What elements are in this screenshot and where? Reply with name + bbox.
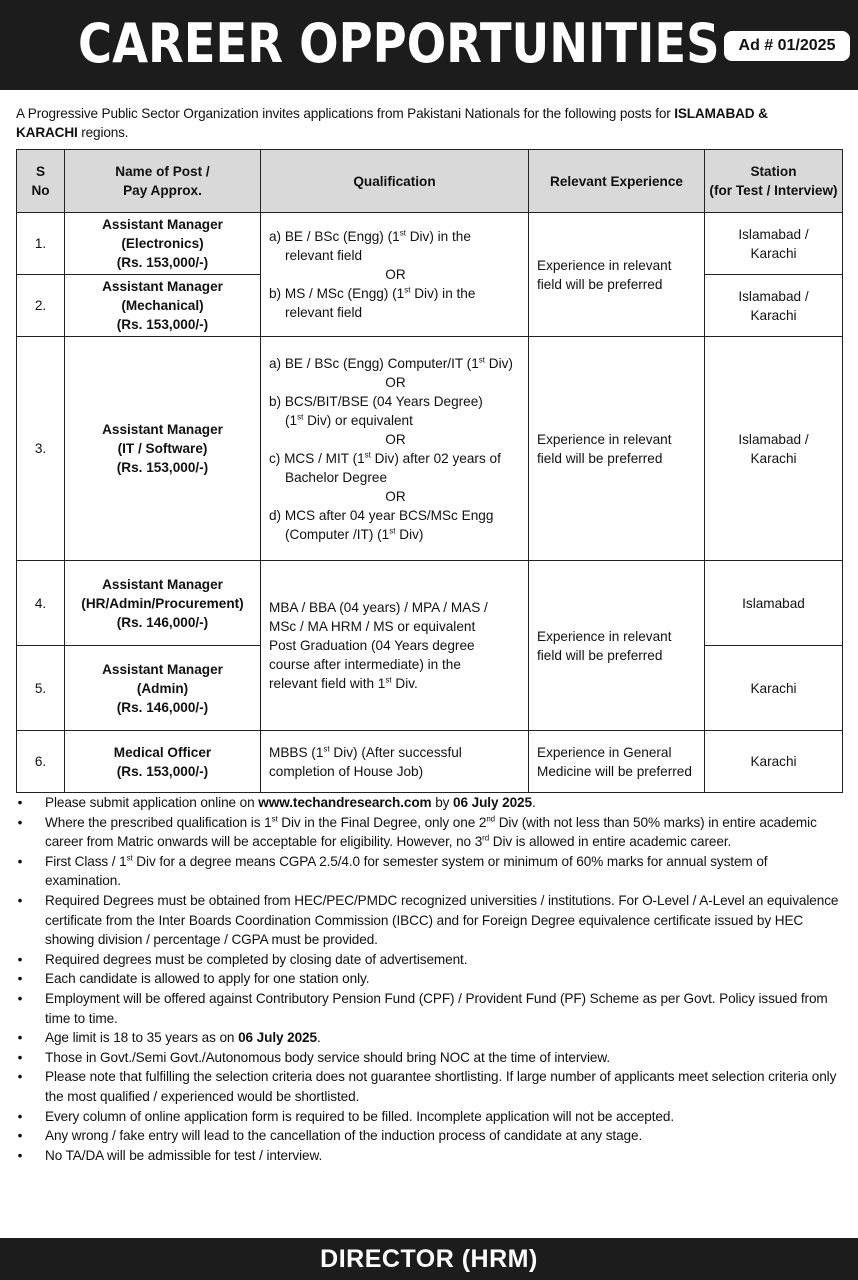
list-item: • Please submit application online on www.techandresearch.com by 06 July 2025.: [17, 795, 536, 810]
list-item: • First Class / 1st Div for a degree means CGPA 2.5/4.0 for semester system or minimum of 60% marks for annual system of examination.: [17, 853, 768, 889]
row-post: Medical Officer (Rs. 153,000/-): [65, 731, 261, 793]
list-item: • Every column of online application form is required to be filled. Incomplete application will not be accepted.: [17, 1108, 675, 1124]
row-station: Karachi: [705, 731, 843, 793]
list-item: • Required Degrees must be obtained from HEC/PEC/PMDC recognized universities / institutions. For O-Level / A-Level an equivalence certificate from the Inter Boards Coordination Commission (IBCC) and for Foreign Degree equivalence certificate issued by HEC showing division / percentage / CGPA must be provided.: [17, 892, 839, 948]
row-qualification: MBBS (1st Div) (After successful completion of House Job): [261, 731, 529, 793]
row-post: Assistant Manager (Mechanical) (Rs. 153,000/-): [65, 275, 261, 337]
row-experience: Experience in relevant field will be preferred: [529, 213, 705, 337]
list-item: • Please note that fulfilling the selection criteria does not guarantee shortlisting. If large number of applicants meet selection criteria only the most qualified / experienced would be shortlisted.: [17, 1069, 837, 1104]
row-station: Karachi: [705, 646, 843, 731]
row-sno: 2.: [17, 275, 65, 337]
intro-paragraph: [16, 104, 846, 142]
row-sno: 4.: [17, 561, 65, 646]
row-station: Islamabad / Karachi: [705, 337, 843, 561]
notes-list: [14, 793, 844, 1165]
row-sno: 6.: [17, 731, 65, 793]
row-qualification: a) BE / BSc (Engg) (1st Div) in the relevant field OR b) MS / MSc (Engg) (1st Div) in the relevant field: [261, 213, 529, 337]
list-item: • Required degrees must be completed by closing date of advertisement.: [17, 951, 468, 967]
intro-region-1: ISLAMABAD &: [674, 106, 768, 121]
table-row: [17, 337, 843, 561]
list-item: • Each candidate is allowed to apply for one station only.: [17, 971, 370, 987]
list-item: • Employment will be offered against Contributory Pension Fund (CPF) / Provident Fund (PF) Scheme as per Govt. Policy issued from time to time.: [17, 990, 828, 1026]
signatory-title: DIRECTOR (HRM): [320, 1245, 538, 1273]
intro-suffix: regions.: [77, 125, 129, 140]
list-item: • No TA/DA will be admissible for test / interview.: [17, 1147, 323, 1163]
row-sno: 5.: [17, 646, 65, 731]
row-post: Assistant Manager (Electronics) (Rs. 153,000/-): [65, 213, 261, 275]
row-experience: Experience in relevant field will be preferred: [529, 337, 705, 561]
list-item: • Where the prescribed qualification is 1st Div in the Final Degree, only one 2nd Div (with not less than 50% marks) in entire academic career from Matric onwards will be acceptable for eligibility. However, no 3rd Div is allowed in entire academic career.: [17, 814, 817, 850]
header-experience: Relevant Experience: [529, 150, 705, 213]
header-sno: S No: [17, 150, 65, 213]
row-qualification: a) BE / BSc (Engg) Computer/IT (1st Div) OR b) BCS/BIT/BSE (04 Years Degree) (1st Div) or equivalent OR c) MCS / MIT (1st Div) after 02 years of Bachelor Degree OR d) MCS after 04 year BCS/MSc Engg (Computer /IT) (1st Div): [261, 337, 529, 561]
page-title: CAREER OPPORTUNITIES: [78, 12, 720, 75]
row-experience: Experience in General Medicine will be preferred: [529, 731, 705, 793]
list-item: • Any wrong / fake entry will lead to the cancellation of the induction process of candidate at any stage.: [17, 1128, 643, 1144]
table-header-row: [17, 150, 843, 213]
intro-region-2: KARACHI: [16, 125, 78, 140]
table-row: [17, 731, 843, 793]
row-station: Islamabad / Karachi: [705, 213, 843, 275]
row-experience: Experience in relevant field will be preferred: [529, 561, 705, 731]
row-sno: 3.: [17, 337, 65, 561]
row-post: Assistant Manager (HR/Admin/Procurement) (Rs. 146,000/-): [65, 561, 261, 646]
row-post: Assistant Manager (Admin) (Rs. 146,000/-): [65, 646, 261, 731]
table-row: [17, 561, 843, 646]
application-link: www.techandresearch.com: [258, 795, 432, 810]
header-station: Station (for Test / Interview): [705, 150, 843, 213]
row-sno: 1.: [17, 213, 65, 275]
row-qualification: MBA / BBA (04 years) / MPA / MAS / MSc / MA HRM / MS or equivalent Post Graduation (04 Years degree course after intermediate) in the relevant field with 1st Div.: [261, 561, 529, 731]
footer-banner: [0, 1238, 858, 1280]
header-post: Name of Post / Pay Approx.: [65, 150, 261, 213]
intro-text: A Progressive Public Sector Organization invites applications from Pakistani Nationals for the following posts for: [16, 106, 675, 121]
row-station: Islamabad / Karachi: [705, 275, 843, 337]
posts-table: [16, 149, 843, 793]
header-qualification: Qualification: [261, 150, 529, 213]
list-item: • Those in Govt./Semi Govt./Autonomous body service should bring NOC at the time of interview.: [17, 1049, 611, 1065]
list-item: • Age limit is 18 to 35 years as on 06 July 2025.: [17, 1030, 321, 1046]
row-post: Assistant Manager (IT / Software) (Rs. 153,000/-): [65, 337, 261, 561]
header-banner: [0, 0, 858, 90]
row-station: Islamabad: [705, 561, 843, 646]
ad-number-badge: Ad # 01/2025: [724, 31, 850, 61]
table-row: [17, 213, 843, 275]
